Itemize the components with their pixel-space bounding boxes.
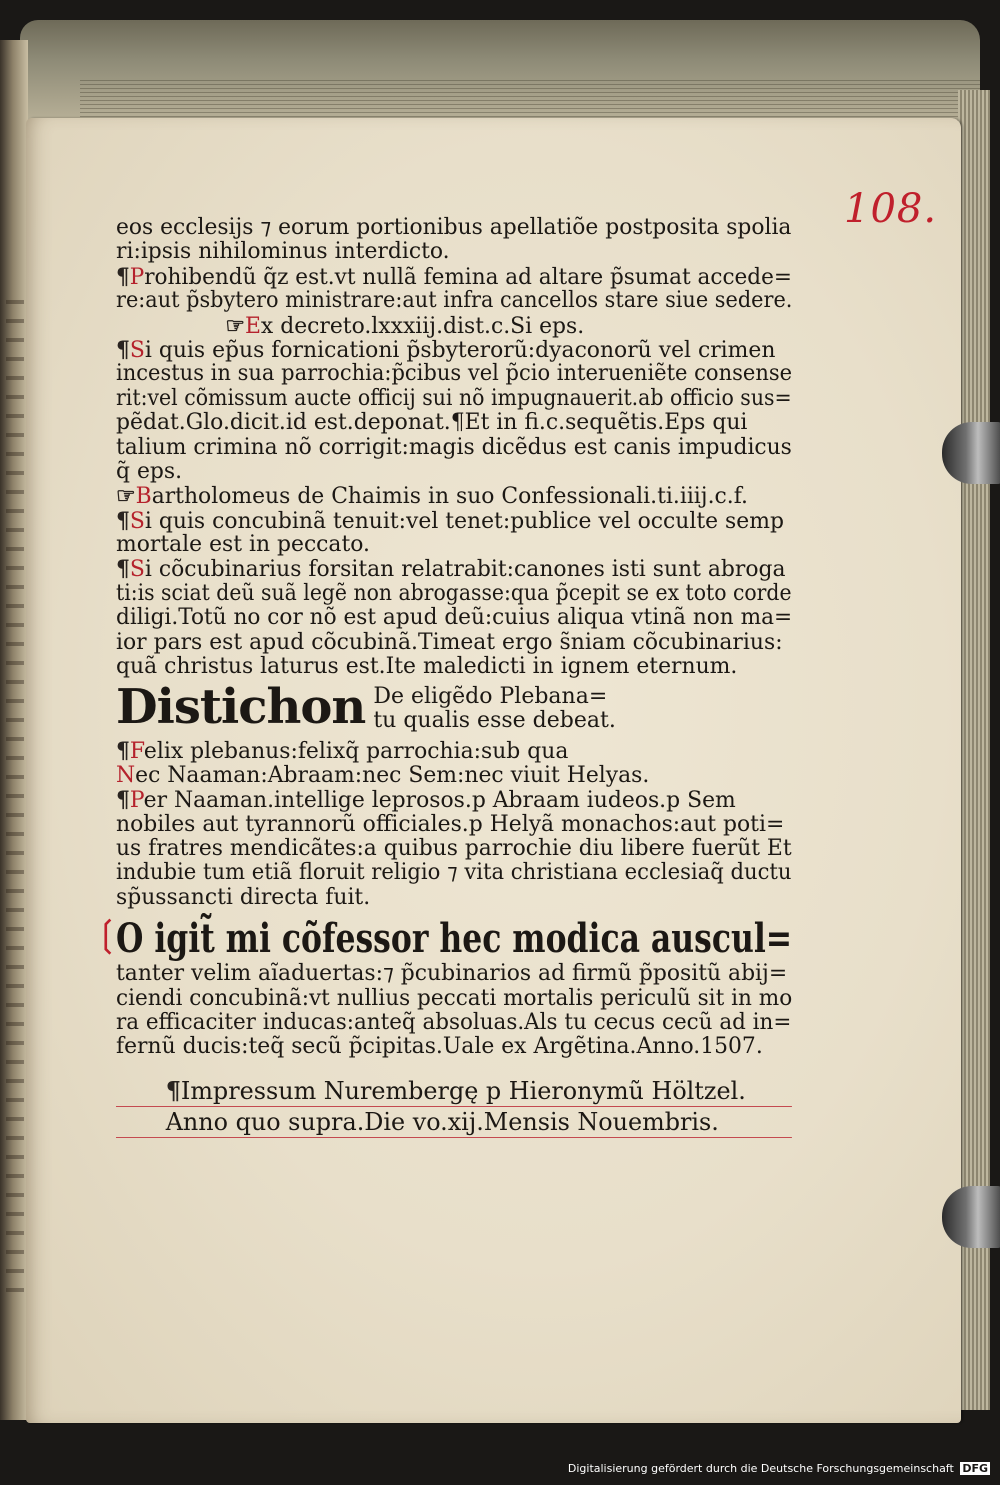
line-text: fernũ ducis:teq̃ secũ p̃cipitas.Uale ex Argẽtina.Anno.1507. (116, 1034, 763, 1060)
line-text: elix plebanus:felixq̃ parrochia:sub qua (143, 739, 569, 765)
line-text: er Naaman.intellige leprosos.p Abraam iudeos.p Sem (143, 788, 736, 814)
book-top-edge (20, 20, 980, 130)
line-text: ri:ipsis nihilominus interdicto. (116, 239, 450, 265)
line-text: ti:is sciat deũ suã legẽ non abrogasse:qua p̃cepit se ex toto corde (116, 580, 792, 606)
line-text: x decreto.lxxxiij.dist.c.Si eps. (260, 313, 585, 339)
rubricated-initial: N (116, 762, 136, 788)
text-line (116, 962, 792, 986)
line-text: artholomeus de Chaimis in suo Confessionali.ti.iiij.c.f. (151, 484, 749, 510)
rubricated-initial: P (129, 788, 144, 814)
text-line (116, 314, 792, 338)
line-text: talium crimina nõ corrigit:magis dicẽdus est canis impudicus (116, 434, 792, 460)
text-line (116, 1035, 792, 1059)
text-line (116, 411, 792, 435)
text-line (116, 813, 792, 837)
colophon-line (116, 1107, 792, 1138)
line-text: quã christus laturus est.Ite maledicti in ignem eternum. (116, 654, 738, 680)
text-line (116, 1009, 792, 1035)
paragraph-group-1 (116, 216, 796, 679)
manicule-icon: ☞ (225, 312, 245, 339)
rubricated-initial: E (244, 313, 261, 339)
folio-number: 108. (844, 186, 938, 232)
line-text: rit:vel cõmissum aucte officij sui nõ impugnauerit.ab officio sus= (116, 385, 792, 411)
distichon-subtitle-2: tu qualis esse debeat. (373, 708, 616, 734)
text-line (116, 985, 793, 1011)
rubricated-initial: B (135, 484, 152, 510)
clasp-icon-top (942, 422, 1000, 484)
line-text: tanter velim aĩaduertas:⁊ p̃cubinarios ad firmũ p̃positũ abij= (116, 961, 788, 987)
rubricated-initial: S (129, 557, 145, 583)
line-text: q̃ eps. (116, 458, 183, 484)
distichon-title: Distichon (116, 679, 366, 736)
line-text: eos ecclesijs ⁊ eorum portionibus apellatiõe postposita spolia (116, 215, 792, 240)
text-line (116, 631, 792, 655)
text-line (116, 484, 792, 508)
digitization-footer (568, 1462, 990, 1475)
paragraph-group-2 (116, 739, 796, 910)
text-line (116, 837, 790, 861)
rubricated-initial: F (129, 739, 144, 765)
distichon-heading (116, 679, 796, 739)
pilcrow-icon: ¶ (116, 787, 130, 814)
text-line (116, 460, 792, 484)
pilcrow-icon: ¶ (165, 1075, 181, 1105)
text-line (116, 886, 792, 910)
text-line (116, 860, 792, 886)
line-text: pẽdat.Glo.dicit.id est.deponat.¶Et in fi.c.sequẽtis.Eps qui (116, 410, 748, 436)
line-text: ra efficaciter inducas:anteq̃ absoluas.Als tu cecus cecũ ad in= (116, 1009, 792, 1035)
text-line (116, 288, 793, 314)
line-text: ec Naaman:Abraam:nec Sem:nec viuit Helyas. (135, 762, 650, 788)
large-initial-line: O igit̃ mi cõfessor hec modica auscul= (116, 915, 793, 963)
line-text: i quis ep̃us fornicationi p̃sbyterorũ:dyaconorũ vel crimen (144, 337, 776, 363)
line-text: re:aut p̃sbytero ministrare:aut infra cancellos stare siue sedere. (116, 288, 793, 314)
line-text: i quis concubinã tenuit:vel tenet:publice vel occulte semp (144, 508, 784, 534)
footer-text: Digitalisierung gefördert durch die Deutsche Forschungsgemeinschaft (567, 1462, 954, 1475)
distichon-subtitle-1: De eligẽdo Plebana= (373, 684, 608, 710)
line-text: sp̃ussancti directa fuit. (116, 884, 371, 910)
text-line (116, 509, 792, 533)
text-block (92, 215, 796, 1138)
line-text: Anno quo supra.Die vo.xij.Mensis Nouembris. (165, 1107, 719, 1136)
text-line (116, 605, 793, 631)
line-text: incestus in sua parrochia:p̃cibus vel p̃cio interueniẽte consense (116, 361, 793, 387)
text-line (116, 385, 792, 411)
pilcrow-icon: ¶ (116, 738, 130, 765)
line-text: mortale est in peccato. (116, 532, 370, 558)
line-text: ciendi concubinã:vt nullius peccati mortalis periculũ sit in mo (116, 985, 793, 1011)
text-line (116, 739, 792, 763)
text-line (116, 436, 790, 460)
text-line (116, 216, 790, 240)
line-text: i cõcubinarius forsitan relatrabit:canones isti sunt abroga (144, 557, 786, 583)
text-line (116, 764, 792, 788)
pilcrow-icon: ¶ (116, 556, 130, 583)
line-text: indubie tum etiã floruit religio ⁊ vita christiana ecclesiaq̃ ductu (116, 860, 792, 886)
initial-mark-icon: ❲ (92, 914, 123, 956)
clasp-icon-bottom (942, 1186, 1000, 1248)
line-text: ior pars est apud cõcubinã.Timeat ergo s̃niam cõcubinarius: (116, 629, 783, 655)
pilcrow-icon: ¶ (116, 263, 130, 290)
line-text: rohibendũ q̃z est.vt nullã femina ad altare p̃sumat accede= (144, 264, 792, 290)
text-line (116, 240, 792, 264)
rubricated-initial: P (129, 264, 145, 290)
pilcrow-icon: ¶ (116, 507, 130, 534)
text-line (116, 263, 792, 290)
text-line (116, 655, 792, 679)
previous-leaf-edge (0, 40, 28, 1420)
rubricated-initial: S (129, 337, 145, 363)
dfg-logo: DFG (962, 1462, 988, 1475)
text-line (116, 361, 793, 387)
text-line (116, 788, 792, 812)
manicule-icon: ☞ (116, 483, 136, 510)
text-line (116, 580, 792, 606)
paragraph-group-3 (116, 962, 796, 1060)
text-line (116, 533, 792, 557)
line-text: diligi.Totũ no cor nõ est apud deũ:cuius aliqua vtinã non ma= (116, 605, 793, 631)
line-text: Impressum Nurembergę p Hieronymũ Höltzel. (180, 1076, 746, 1105)
text-line (116, 557, 792, 581)
text-line (116, 338, 792, 362)
pilcrow-icon: ¶ (116, 336, 130, 363)
line-text: us fratres mendicãtes:a quibus parrochie diu libere fuerũt Et (116, 835, 792, 861)
rubricated-initial: S (129, 508, 145, 534)
colophon (116, 1076, 796, 1138)
line-text: nobiles aut tyrannorũ officiales.p Helyã monachos:aut poti= (116, 811, 785, 837)
colophon-line (116, 1076, 792, 1107)
